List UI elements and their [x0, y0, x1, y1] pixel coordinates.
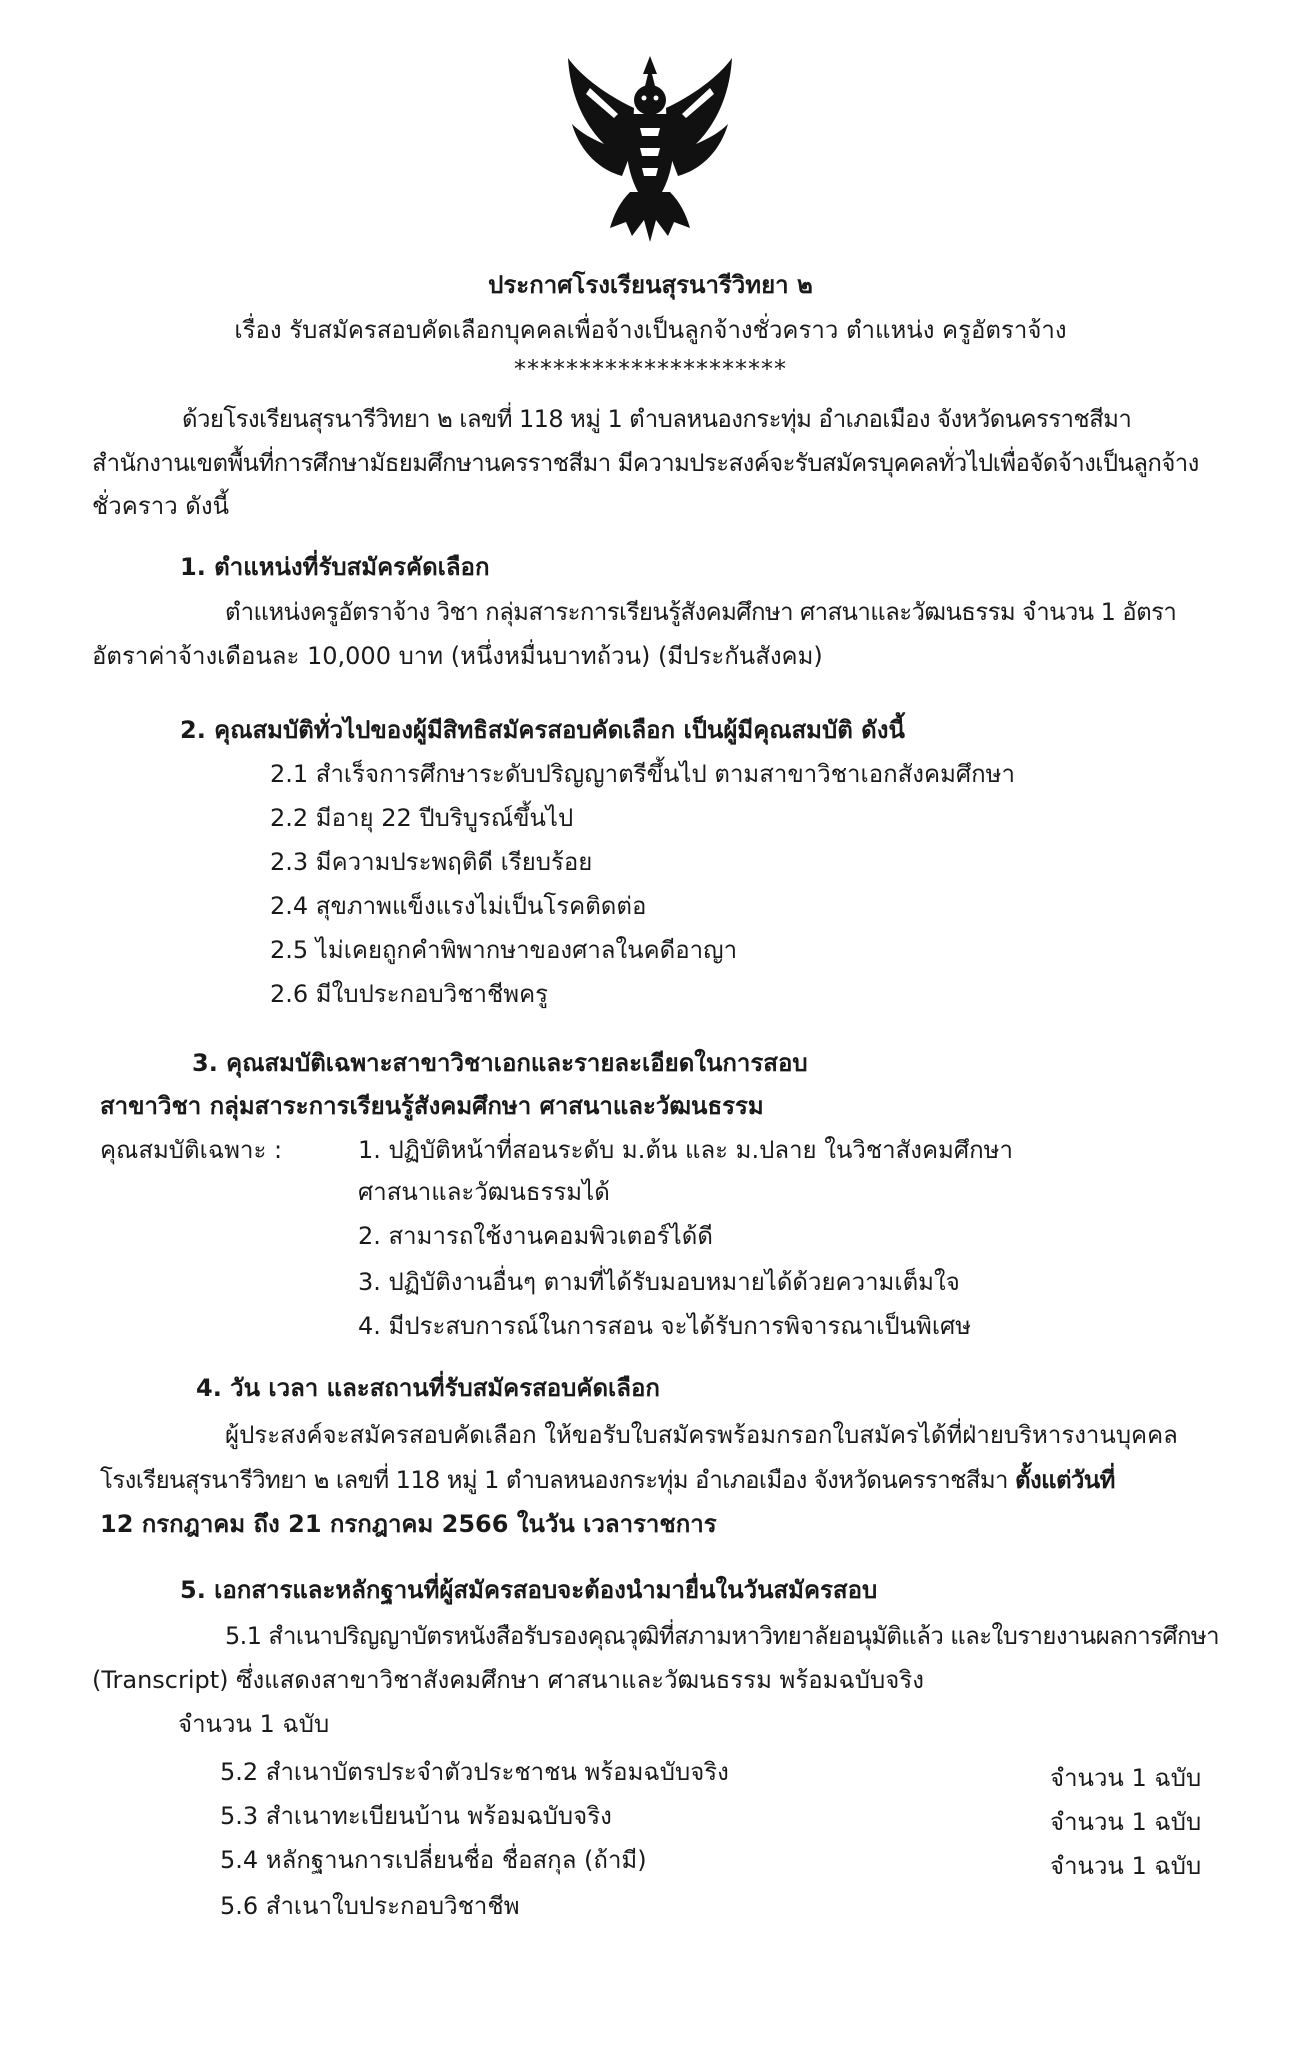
intro-line-3: ชั่วคราว ดังนี้ [92, 492, 230, 520]
section-1-heading: 1. ตำแหน่งที่รับสมัครคัดเลือก [180, 553, 490, 581]
section-2-item: 2.1 สำเร็จการศึกษาระดับปริญญาตรีขึ้นไป ตามสาขาวิชาเอกสังคมศึกษา [270, 760, 1015, 788]
announcement-subject: เรื่อง รับสมัครสอบคัดเลือกบุคคลเพื่อจ้างเป็นลูกจ้างชั่วคราว ตำแหน่ง ครูอัตราจ้าง [234, 316, 1067, 344]
section-4-line-3: 12 กรกฎาคม ถึง 21 กรกฎาคม 2566 ในวัน เวลาราชการ [100, 1510, 717, 1538]
section-2-heading: 2. คุณสมบัติทั่วไปของผู้มีสิทธิสมัครสอบคัดเลือก เป็นผู้มีคุณสมบัติ ดังนี้ [180, 716, 905, 744]
section-2-item: 2.5 ไม่เคยถูกคำพิพากษาของศาลในคดีอาญา [270, 936, 738, 964]
section-5-item-1-line-2: (Transcript) ซึ่งแสดงสาขาวิชาสังคมศึกษา ศาสนาและวัฒนธรรม พร้อมฉบับจริง [92, 1666, 924, 1694]
section-5-item: 5.3 สำเนาทะเบียนบ้าน พร้อมฉบับจริง [220, 1802, 612, 1830]
separator-line: ********************* [514, 355, 787, 383]
section-5-item-1-qty: จำนวน 1 ฉบับ [178, 1710, 330, 1738]
section-5-item: 5.2 สำเนาบัตรประจำตัวประชาชน พร้อมฉบับจริง [220, 1758, 729, 1786]
section-1-line-1: ตำแหน่งครูอัตราจ้าง วิชา กลุ่มสาระการเรียนรู้สังคมศึกษา ศาสนาและวัฒนธรรม จำนวน 1 อัตรา [225, 598, 1177, 626]
garuda-emblem-icon [560, 52, 740, 252]
section-3-heading: 3. คุณสมบัติเฉพาะสาขาวิชาเอกและรายละเอียดในการสอบ [192, 1049, 808, 1077]
section-4-heading: 4. วัน เวลา และสถานที่รับสมัครสอบคัดเลือก [196, 1374, 660, 1402]
section-5-item-qty: จำนวน 1 ฉบับ [1050, 1764, 1202, 1792]
section-3-item: 4. มีประสบการณ์ในการสอน จะได้รับการพิจารณาเป็นพิเศษ [358, 1312, 972, 1340]
section-3-item: 3. ปฏิบัติงานอื่นๆ ตามที่ได้รับมอบหมายได้ด้วยความเต็มใจ [358, 1268, 960, 1296]
section-3-item: ศาสนาและวัฒนธรรมได้ [358, 1178, 610, 1206]
section-4-line-2-text: โรงเรียนสุรนารีวิทยา ๒ เลขที่ 118 หมู่ 1 ตำบลหนองกระทุ่ม อำเภอเมือง จังหวัดนครราชสีมา [100, 1466, 1015, 1494]
section-4-date-start-label: ตั้งแต่วันที่ [1014, 1466, 1115, 1494]
section-5-item-qty: จำนวน 1 ฉบับ [1050, 1852, 1202, 1880]
section-3-item: 1. ปฏิบัติหน้าที่สอนระดับ ม.ต้น และ ม.ปลาย ในวิชาสังคมศึกษา [358, 1136, 1013, 1164]
section-3-label: คุณสมบัติเฉพาะ : [100, 1136, 283, 1164]
section-1-line-2: อัตราค่าจ้างเดือนละ 10,000 บาท (หนึ่งหมื่นบาทถ้วน) (มีประกันสังคม) [92, 642, 823, 670]
section-5-item-qty: จำนวน 1 ฉบับ [1050, 1808, 1202, 1836]
intro-line-2: สำนักงานเขตพื้นที่การศึกษามัธยมศึกษานครราชสีมา มีความประสงค์จะรับสมัครบุคคลทั่วไปเพื่อจัดจ้างเป็นลูกจ้าง [92, 449, 1199, 477]
section-2-item: 2.6 มีใบประกอบวิชาชีพครู [270, 980, 549, 1008]
section-5-item: 5.6 สำเนาใบประกอบวิชาชีพ [220, 1892, 520, 1920]
section-3-item: 2. สามารถใช้งานคอมพิวเตอร์ได้ดี [358, 1222, 713, 1250]
section-5-item: 5.4 หลักฐานการเปลี่ยนชื่อ ชื่อสกุล (ถ้ามี) [220, 1846, 647, 1874]
intro-line-1: ด้วยโรงเรียนสุรนารีวิทยา ๒ เลขที่ 118 หมู่ 1 ตำบลหนองกระทุ่ม อำเภอเมือง จังหวัดนครราชสีมา [182, 405, 1132, 433]
section-5-item-1-line-1: 5.1 สำเนาปริญญาบัตรหนังสือรับรองคุณวุฒิที่สภามหาวิทยาลัยอนุมัติแล้ว และใบรายงานผลการศึกษา [225, 1622, 1220, 1650]
section-3-subject: สาขาวิชา กลุ่มสาระการเรียนรู้สังคมศึกษา ศาสนาและวัฒนธรรม [100, 1092, 764, 1120]
section-4-line-2 [100, 1463, 1115, 1497]
section-2-item: 2.4 สุขภาพแข็งแรงไม่เป็นโรคติดต่อ [270, 892, 647, 920]
announcement-title: ประกาศโรงเรียนสุรนารีวิทยา ๒ [488, 271, 813, 299]
section-5-heading: 5. เอกสารและหลักฐานที่ผู้สมัครสอบจะต้องนำมายื่นในวันสมัครสอบ [180, 1576, 878, 1604]
section-4-line-1: ผู้ประสงค์จะสมัครสอบคัดเลือก ให้ขอรับใบสมัครพร้อมกรอกใบสมัครได้ที่ฝ่ายบริหารงานบุคคล [225, 1421, 1178, 1449]
section-2-item: 2.3 มีความประพฤติดี เรียบร้อย [270, 848, 593, 876]
section-2-item: 2.2 มีอายุ 22 ปีบริบูรณ์ขึ้นไป [270, 804, 574, 832]
